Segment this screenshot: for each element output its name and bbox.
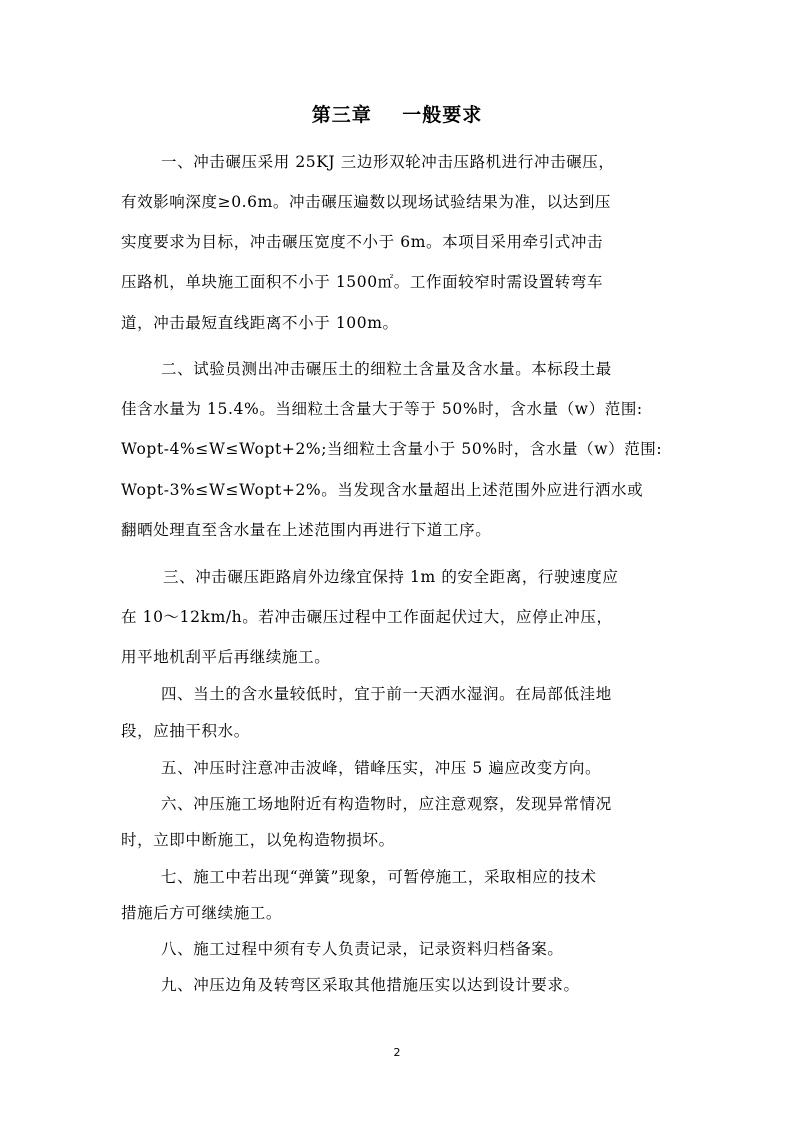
paragraph-3-line-2: 在 10～12km/h。若冲击碾压过程中工作面起伏过大，应停止冲压， xyxy=(121,608,613,626)
paragraph-2-line-5: 翻晒处理直至含水量在上述范围内再进行下道工序。 xyxy=(121,521,492,539)
paragraph-3-line-1: 三、冲击碾压距路肩外边缘宜保持 1m 的安全距离，行驶速度应 xyxy=(163,568,619,586)
paragraph-1-line-4: 压路机，单块施工面积不小于 1500㎡。工作面较窄时需设置转弯车 xyxy=(121,273,604,291)
paragraph-2-line-3: Wopt-4%≤W≤Wopt+2%;当细粒土含量小于 50%时，含水量（w）范围: xyxy=(121,440,663,458)
paragraph-2-line-4: Wopt-3%≤W≤Wopt+2%。当发现含水量超出上述范围外应进行洒水或 xyxy=(121,481,644,499)
paragraph-4-line-1: 四、当土的含水量较低时，宜于前一天洒水湿润。在局部低洼地 xyxy=(161,685,612,703)
paragraph-8-line-1: 八、施工过程中须有专人负责记录，记录资料归档备案。 xyxy=(161,940,564,958)
paragraph-4-line-2: 段，应抽干积水。 xyxy=(121,722,250,740)
paragraph-3-line-3: 用平地机刮平后再继续施工。 xyxy=(121,648,331,666)
paragraph-9-line-1: 九、冲压边角及转弯区采取其他措施压实以达到设计要求。 xyxy=(161,976,580,994)
paragraph-5-line-1: 五、冲压时注意冲击波峰，错峰压实，冲压 5 遍应改变方向。 xyxy=(161,759,602,777)
paragraph-6-line-1: 六、冲压施工场地附近有构造物时，应注意观察，发现异常情况 xyxy=(161,795,612,813)
paragraph-1-line-5: 道，冲击最短直线距离不小于 100m。 xyxy=(121,314,399,332)
paragraph-6-line-2: 时，立即中断施工，以免构造物损坏。 xyxy=(121,831,395,849)
paragraph-2-line-2: 佳含水量为 15.4%。当细粒土含量大于等于 50%时，含水量（w）范围: xyxy=(121,400,643,418)
paragraph-7-line-1: 七、施工中若出现“弹簧”现象，可暂停施工，采取相应的技术 xyxy=(161,868,597,886)
paragraph-1-line-1: 一、冲击碾压采用 25KJ 三边形双轮冲击压路机进行冲击碾压， xyxy=(161,153,615,171)
paragraph-7-line-2: 措施后方可继续施工。 xyxy=(121,904,283,922)
page-number: 2 xyxy=(393,1046,401,1059)
paragraph-2-line-1: 二、试验员测出冲击碾压土的细粒土含量及含水量。本标段土最 xyxy=(161,360,612,378)
paragraph-1-line-2: 有效影响深度≥0.6m。冲击碾压遍数以现场试验结果为准，以达到压 xyxy=(121,193,612,211)
chapter-title: 第三章 一般要求 xyxy=(311,104,483,126)
paragraph-1-line-3: 实度要求为目标，冲击碾压宽度不小于 6m。本项目采用牵引式冲击 xyxy=(121,233,604,251)
